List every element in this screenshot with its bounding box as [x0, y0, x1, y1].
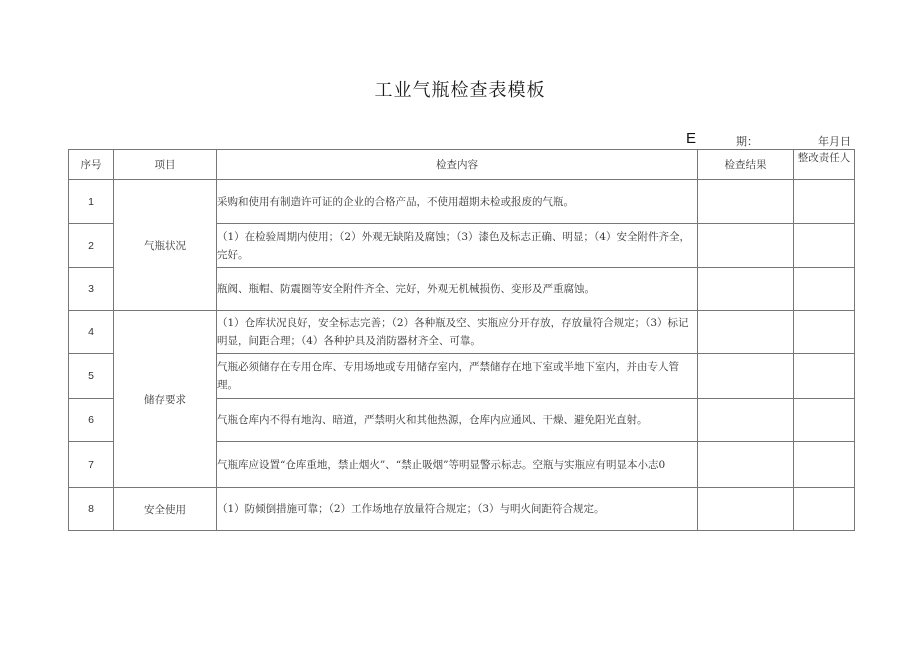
table-row — [69, 488, 855, 531]
category-cylinder-status: 气瓶状况 — [114, 180, 217, 311]
date-prefix: E — [686, 130, 697, 147]
responsible-cell[interactable] — [794, 488, 855, 531]
date-suffix: 年月日 — [818, 135, 851, 148]
header-seq: 序号 — [69, 150, 114, 180]
row-content: 气瓶仓库内不得有地沟、暗道，严禁明火和其他热源，仓库内应通风、干燥、避免阳光直射。 — [217, 399, 698, 442]
responsible-cell[interactable] — [794, 224, 855, 268]
inspection-table — [68, 149, 855, 531]
result-cell[interactable] — [698, 442, 794, 488]
header-content: 检查内容 — [217, 150, 698, 180]
row-number: 7 — [69, 442, 114, 488]
header-item: 项目 — [114, 150, 217, 180]
table-header-row — [69, 150, 855, 180]
responsible-cell[interactable] — [794, 311, 855, 354]
row-number: 1 — [69, 180, 114, 224]
result-cell[interactable] — [698, 354, 794, 399]
row-content: 气瓶库应设置“仓库重地，禁止烟火”、“禁止吸烟”等明显警示标志。空瓶与实瓶应有明显本小志0 — [217, 442, 698, 488]
row-content: 瓶阀、瓶帽、防震圈等安全附件齐全、完好，外观无机械损伤、变形及严重腐蚀。 — [217, 268, 698, 311]
responsible-cell[interactable] — [794, 268, 855, 311]
result-cell[interactable] — [698, 268, 794, 311]
result-cell[interactable] — [698, 488, 794, 531]
header-result: 检查结果 — [698, 150, 794, 180]
row-number: 6 — [69, 399, 114, 442]
row-number: 8 — [69, 488, 114, 531]
row-number: 4 — [69, 311, 114, 354]
category-safe-use: 安全使用 — [114, 488, 217, 531]
row-number: 5 — [69, 354, 114, 399]
responsible-cell[interactable] — [794, 442, 855, 488]
header-responsible: 整改责任人 — [794, 150, 855, 180]
result-cell[interactable] — [698, 311, 794, 354]
table-row — [69, 311, 855, 354]
category-storage: 储存要求 — [114, 311, 217, 488]
responsible-cell[interactable] — [794, 399, 855, 442]
row-number: 2 — [69, 224, 114, 268]
row-content: 气瓶必须储存在专用仓库、专用场地或专用储存室内，严禁储存在地下室或半地下室内，并由专人管理。 — [217, 354, 698, 399]
row-content: （1）在检验周期内使用；（2）外观无缺陷及腐蚀；（3）漆色及标志正确、明显；（4）安全附件齐全，完好。 — [217, 224, 698, 268]
row-number: 3 — [69, 268, 114, 311]
date-label: 期： — [736, 135, 758, 148]
responsible-cell[interactable] — [794, 180, 855, 224]
row-content: 采购和使用有制造许可证的企业的合格产品，不使用超期未检或报废的气瓶。 — [217, 180, 698, 224]
row-content: （1）仓库状况良好，安全标志完善；（2）各种瓶及空、实瓶应分开存放，存放量符合规定；（3）标记明显，间距合理；（4）各种护具及消防器材齐全、可靠。 — [217, 311, 698, 354]
responsible-cell[interactable] — [794, 354, 855, 399]
table-row — [69, 180, 855, 224]
result-cell[interactable] — [698, 180, 794, 224]
result-cell[interactable] — [698, 399, 794, 442]
row-content: （1）防倾倒措施可靠；（2）工作场地存放量符合规定；（3）与明火间距符合规定。 — [217, 488, 698, 531]
document-title: 工业气瓶检查表模板 — [374, 80, 546, 101]
result-cell[interactable] — [698, 224, 794, 268]
